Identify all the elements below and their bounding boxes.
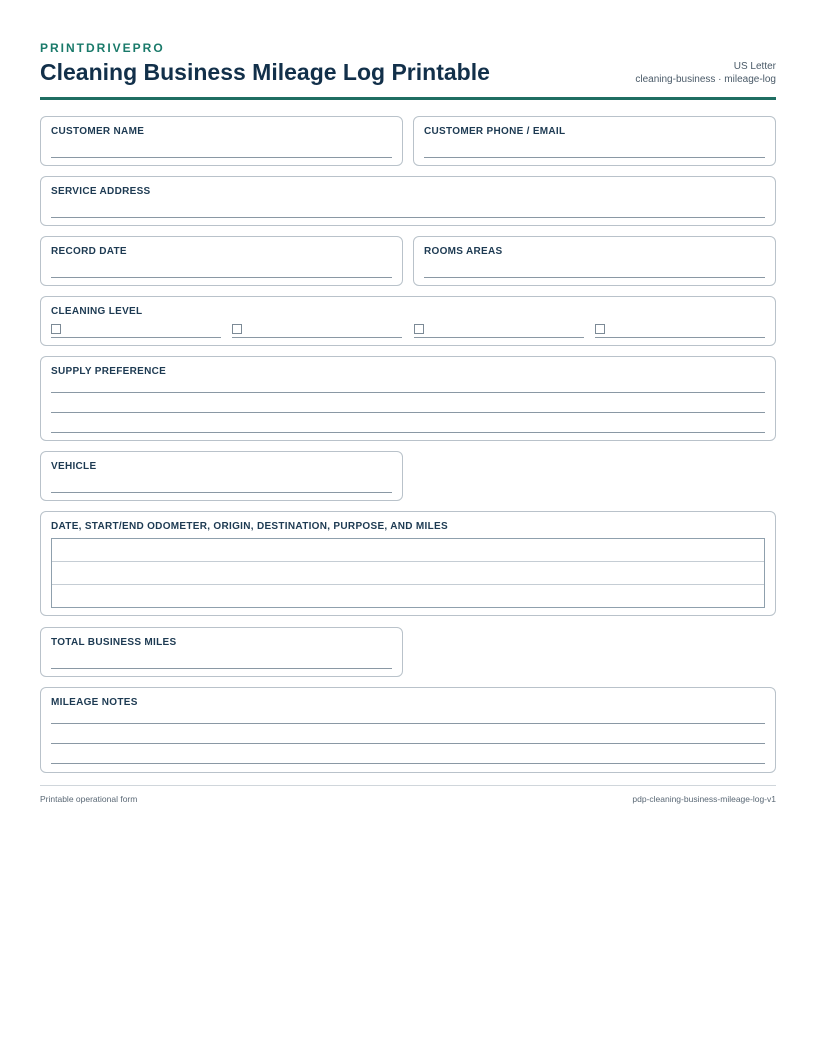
table-row[interactable]: [52, 585, 764, 608]
customer-name-line[interactable]: [51, 157, 392, 158]
checkbox[interactable]: [414, 324, 424, 334]
vehicle-label: VEHICLE: [51, 461, 97, 472]
footer-rule: [40, 785, 776, 786]
supply-preference-line-2[interactable]: [51, 412, 765, 413]
customer-contact-label: CUSTOMER PHONE / EMAIL: [424, 126, 566, 137]
customer-contact-line[interactable]: [424, 157, 765, 158]
supply-preference-field[interactable]: [40, 356, 776, 441]
option-write-line: [51, 337, 221, 338]
option-write-line: [232, 337, 402, 338]
supply-preference-label: SUPPLY PREFERENCE: [51, 366, 167, 377]
mileage-notes-line-3[interactable]: [51, 763, 765, 764]
table-row[interactable]: [52, 562, 764, 585]
record-date-label: RECORD DATE: [51, 246, 127, 257]
mileage-log-label: DATE, START/END ODOMETER, ORIGIN, DESTINATION, PURPOSE, AND MILES: [51, 521, 448, 532]
page-title: Cleaning Business Mileage Log Printable: [40, 59, 490, 85]
cleaning-level-option-1[interactable]: [51, 322, 221, 338]
supply-preference-line-1[interactable]: [51, 392, 765, 393]
rooms-areas-line[interactable]: [424, 277, 765, 278]
table-row[interactable]: [52, 539, 764, 562]
document-tags: cleaning-business · mileage-log: [635, 74, 776, 85]
record-date-line[interactable]: [51, 277, 392, 278]
total-miles-field[interactable]: [40, 627, 403, 677]
checkbox[interactable]: [51, 324, 61, 334]
mileage-log-field: [40, 511, 776, 616]
mileage-notes-line-1[interactable]: [51, 723, 765, 724]
customer-contact-field[interactable]: [413, 116, 776, 166]
total-miles-label: TOTAL BUSINESS MILES: [51, 637, 177, 648]
cleaning-level-option-2[interactable]: [232, 322, 402, 338]
mileage-notes-field[interactable]: [40, 687, 776, 773]
record-date-field[interactable]: [40, 236, 403, 286]
vehicle-field[interactable]: [40, 451, 403, 501]
checkbox[interactable]: [232, 324, 242, 334]
cleaning-level-label: CLEANING LEVEL: [51, 306, 143, 317]
vehicle-line[interactable]: [51, 492, 392, 493]
service-address-label: SERVICE ADDRESS: [51, 186, 151, 197]
mileage-notes-label: MILEAGE NOTES: [51, 697, 138, 708]
mileage-notes-line-2[interactable]: [51, 743, 765, 744]
total-miles-line[interactable]: [51, 668, 392, 669]
option-write-line: [595, 337, 765, 338]
supply-preference-line-3[interactable]: [51, 432, 765, 433]
rooms-areas-field[interactable]: [413, 236, 776, 286]
customer-name-field[interactable]: [40, 116, 403, 166]
mileage-log-table: [51, 538, 765, 608]
rooms-areas-label: ROOMS AREAS: [424, 246, 503, 257]
footer-note: Printable operational form: [40, 794, 138, 804]
checkbox[interactable]: [595, 324, 605, 334]
service-address-line[interactable]: [51, 217, 765, 218]
brand-name: PRINTDRIVEPRO: [40, 41, 165, 55]
header-rule: [40, 97, 776, 100]
service-address-field[interactable]: [40, 176, 776, 226]
form-id: pdp-cleaning-business-mileage-log-v1: [632, 794, 776, 804]
cleaning-level-field: [40, 296, 776, 346]
cleaning-level-option-4[interactable]: [595, 322, 765, 338]
cleaning-level-option-3[interactable]: [414, 322, 584, 338]
document-meta: [635, 60, 776, 86]
option-write-line: [414, 337, 584, 338]
customer-name-label: CUSTOMER NAME: [51, 126, 145, 137]
paper-size: US Letter: [733, 61, 776, 72]
